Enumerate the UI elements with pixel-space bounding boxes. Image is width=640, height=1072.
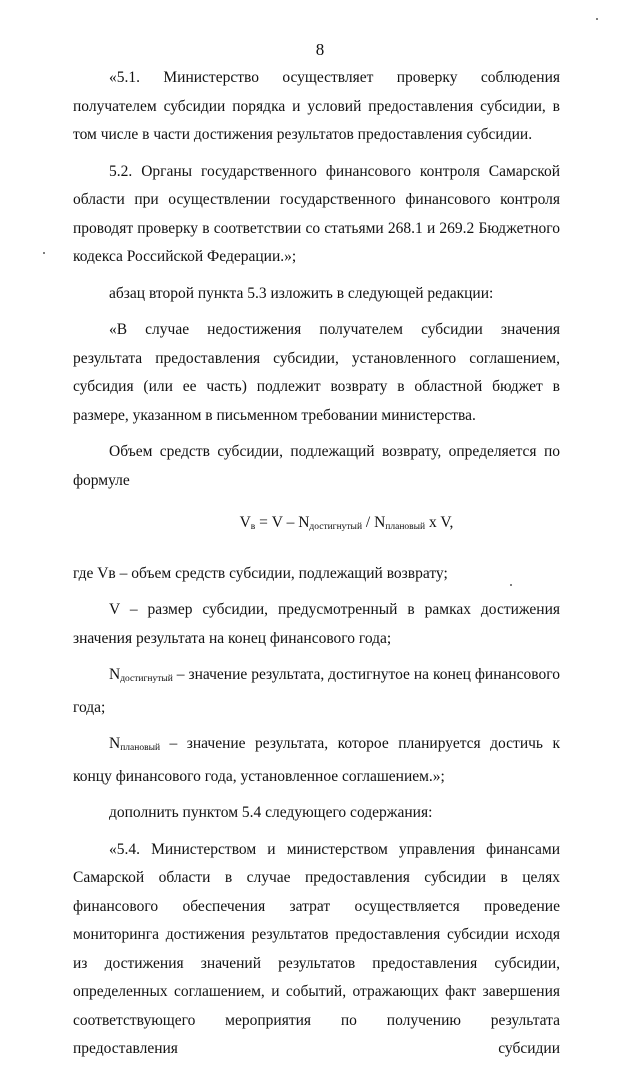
n-achieved-letter: N [109,666,121,683]
n-plan-sub: плановый [120,743,161,753]
page-number: 8 [315,40,325,59]
definition-v: V – размер субсидии, предусмотренный в рамках достижения значения результата на конец финансового года; [73,601,560,647]
paragraph-5-1: «5.1. Министерство осуществляет проверку соблюдения получателем субсидии порядка и условий предоставления субсидии, в том числе в части достижения результатов предоставления субсидии. [73,69,560,143]
formula-v: V [239,514,251,531]
n-plan-letter: N [109,735,121,752]
scan-speck [43,252,45,254]
paragraph-5-4: «5.4. Министерством и министерством управления финансами Самарской области в случае предоставления субсидии в целях финансового обеспечения затрат осуществляется проведение мониторинга достижения результатов предоставления субсидии исходя из достижения значений результатов предоставления субсидии, определенных соглашением, и событий, отражающих факт завершения соответствующего мероприятия по получению результата предоставления субсидии [73,840,560,1057]
paragraph-add-5-4: дополнить пунктом 5.4 следующего содержания: [109,804,433,821]
formula-n2-sub: плановый [385,522,426,532]
formula-v-sub: в [250,522,256,532]
definition-n-achieved [73,661,560,722]
paragraph-5-2: 5.2. Органы государственного финансового контроля Самарской области при осуществлении государственного финансового контроля проводят проверку в соответствии со статьями 268.1 и 269.2 Бюджетного кодекса Российской Федерации.»; [73,162,560,265]
formula-n1-sub: достигнутый [309,522,363,532]
scan-speck [596,18,598,20]
definition-n-plan [73,730,560,791]
n-plan-text: – значение результата, которое планируется достичь к концу финансового года, установленное соглашением.»; [73,735,560,785]
n-achieved-text: – значение результата, достигнутое на конец финансового года; [73,666,560,716]
formula-eq-minus: = V – N [255,514,310,531]
refund-formula [133,509,560,542]
document-body [73,64,560,1072]
definition-vb: где Vв – объем средств субсидии, подлежащий возврату; [73,564,448,582]
paragraph-amendment-5-3: абзац второй пункта 5.3 изложить в следующей редакции: [109,284,494,302]
formula-slash: / N [362,514,386,531]
formula-tail: x V, [425,514,454,531]
scan-speck [510,584,512,586]
paragraph-refund-case: «В случае недостижения получателем субсидии значения результата предоставления субсидии, установленного соглашением, субсидия (или ее часть) подлежит возврату в областной бюджет в размере, указанном в письменном требовании министерства. [73,321,560,424]
n-achieved-sub: достигнутый [120,674,173,684]
paragraph-formula-intro: Объем средств субсидии, подлежащий возврату, определяется по формуле [73,443,560,489]
